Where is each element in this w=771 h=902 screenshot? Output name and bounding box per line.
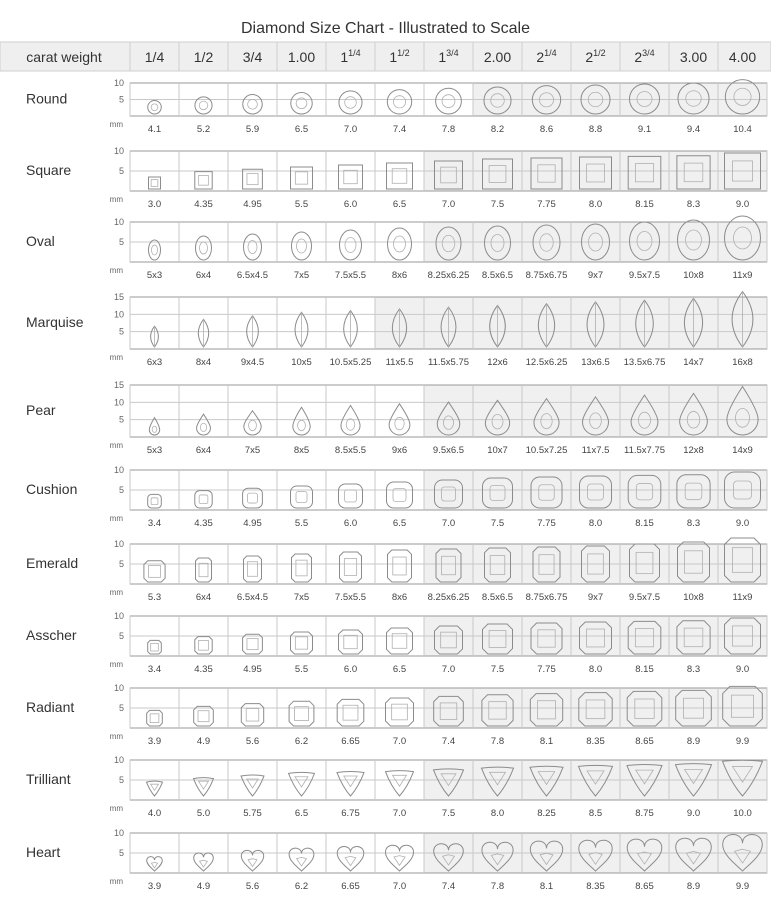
carat-weight-fraction: 3/4	[446, 48, 459, 58]
size-label: 11x9	[732, 592, 753, 603]
shape-row-trilliant	[26, 755, 767, 819]
size-label: 3.4	[147, 518, 162, 529]
size-label: 8.35	[586, 881, 605, 892]
size-label: 4.35	[194, 518, 213, 529]
size-label: 8.8	[588, 124, 603, 135]
size-label: 9.0	[735, 199, 750, 210]
y-tick-label: 10	[113, 309, 124, 320]
size-label: 8.5x6.5	[481, 592, 514, 603]
size-label: 10x7	[487, 445, 508, 456]
size-label: 4.1	[147, 124, 162, 135]
y-tick-label: 10	[113, 755, 124, 765]
size-label: 8.9	[686, 736, 701, 747]
unit-label: mm	[109, 266, 123, 275]
size-label: 6.65	[341, 881, 360, 892]
y-tick-label: 5	[118, 775, 124, 785]
size-label: 8.25x6.25	[427, 270, 470, 281]
size-label: 8x4	[195, 357, 212, 368]
size-label: 6.5	[392, 664, 407, 675]
size-label: 3.4	[147, 664, 162, 675]
size-label: 8.3	[686, 664, 701, 675]
size-label: 6.5	[392, 518, 407, 529]
carat-weight-fraction: 1/2	[193, 49, 214, 65]
size-label: 7.0	[392, 736, 407, 747]
unit-label: mm	[109, 195, 123, 204]
y-tick-label: 10	[113, 611, 124, 621]
size-label: 9.5x6.5	[432, 445, 465, 456]
size-label: 5.9	[245, 124, 260, 135]
size-label: 8.15	[635, 664, 654, 675]
size-label: 12x6	[487, 357, 508, 368]
size-label: 5.5	[294, 199, 309, 210]
y-tick-label: 10	[113, 828, 124, 838]
size-label: 8.0	[588, 199, 603, 210]
y-tick-label: 5	[118, 848, 124, 858]
shape-name-label: Radiant	[26, 699, 75, 715]
size-label: 9x6	[391, 445, 408, 456]
carat-weight-whole: 1	[438, 49, 447, 65]
carat-weight-label	[288, 49, 315, 65]
size-label: 5.3	[147, 592, 162, 603]
size-label: 14x9	[732, 445, 753, 456]
y-tick-label: 10	[113, 146, 124, 156]
size-label: 3.9	[147, 736, 162, 747]
carat-weight-fraction: 1/4	[348, 48, 361, 58]
y-tick-label: 5	[118, 559, 124, 569]
unit-label: mm	[109, 441, 123, 450]
size-label: 5.5	[294, 518, 309, 529]
size-label: 4.95	[243, 664, 262, 675]
carat-weight-whole: 2	[536, 49, 545, 65]
size-label: 10.5x5.25	[329, 357, 372, 368]
carat-weight-label	[729, 49, 756, 65]
shape-name-label: Asscher	[26, 627, 77, 643]
size-label: 8.5	[588, 808, 603, 819]
shape-row-square	[26, 146, 767, 210]
size-label: 7x5	[293, 270, 310, 281]
size-label: 4.35	[194, 664, 213, 675]
unit-label: mm	[109, 353, 123, 362]
size-label: 4.9	[196, 881, 211, 892]
carat-weight-label	[243, 49, 263, 65]
carat-weight-whole: 1	[340, 49, 349, 65]
size-label: 6x4	[195, 445, 212, 456]
size-label: 9.1	[637, 124, 652, 135]
shape-row-emerald	[26, 538, 767, 603]
size-label: 5.75	[243, 808, 262, 819]
size-label: 6.0	[343, 199, 358, 210]
size-label: 8.5x5.5	[334, 445, 367, 456]
carat-weight-whole: 1	[389, 49, 398, 65]
size-label: 8.0	[588, 664, 603, 675]
size-label: 9.0	[735, 518, 750, 529]
shape-row-asscher	[26, 611, 767, 675]
size-label: 4.95	[243, 518, 262, 529]
y-tick-label: 5	[118, 326, 124, 337]
size-label: 9.0	[735, 664, 750, 675]
unit-label: mm	[109, 514, 123, 523]
y-tick-label: 5	[118, 94, 124, 105]
y-tick-label: 5	[118, 414, 124, 425]
shape-row-radiant	[26, 683, 767, 747]
size-label: 6x4	[195, 592, 212, 603]
size-label: 8.75	[635, 808, 654, 819]
size-label: 8.25x6.25	[427, 592, 470, 603]
size-label: 13.5x6.75	[623, 357, 666, 368]
size-label: 10.4	[733, 124, 752, 135]
size-label: 6.0	[343, 664, 358, 675]
size-label: 13x6.5	[581, 357, 610, 368]
size-label: 8.0	[490, 808, 505, 819]
size-label: 9.9	[735, 881, 750, 892]
size-label: 9x4.5	[240, 357, 265, 368]
size-label: 8.3	[686, 199, 701, 210]
size-label: 7.8	[441, 124, 456, 135]
size-label: 7.0	[441, 664, 456, 675]
size-label: 10x8	[683, 270, 704, 281]
unit-label: mm	[109, 877, 123, 886]
size-label: 8.0	[588, 518, 603, 529]
size-label: 7.0	[392, 808, 407, 819]
size-label: 4.0	[147, 808, 162, 819]
size-label: 10x8	[683, 592, 704, 603]
carat-weight-label	[484, 49, 511, 65]
shape-name-label: Cushion	[26, 481, 78, 497]
carat-weight-whole: 3.00	[679, 49, 708, 65]
size-label: 7.4	[441, 736, 456, 747]
carat-weight-fraction: 1/4	[544, 48, 557, 58]
size-label: 16x8	[732, 357, 753, 368]
y-tick-label: 5	[118, 703, 124, 713]
size-label: 8.65	[635, 736, 654, 747]
shape-row-cushion	[26, 465, 767, 529]
unit-label: mm	[109, 660, 123, 669]
size-label: 8.15	[635, 518, 654, 529]
size-label: 6.5	[294, 808, 309, 819]
y-tick-label: 10	[113, 217, 124, 227]
size-label: 7.0	[343, 124, 358, 135]
size-label: 7.8	[490, 881, 505, 892]
size-label: 11x9	[732, 270, 753, 281]
size-label: 8.2	[490, 124, 505, 135]
shape-row-pear	[26, 380, 767, 456]
size-label: 7.4	[441, 881, 456, 892]
size-label: 14x7	[683, 357, 704, 368]
size-label: 7.75	[537, 199, 556, 210]
y-tick-label: 10	[113, 78, 124, 88]
carat-weight-fraction: 1/2	[593, 48, 606, 58]
shape-name-label: Marquise	[26, 314, 84, 330]
carat-weight-fraction: 1/2	[397, 48, 410, 58]
size-label: 7.5x5.5	[334, 592, 367, 603]
size-label: 5.5	[294, 664, 309, 675]
carat-weight-label	[145, 49, 165, 65]
size-label: 8.1	[539, 881, 554, 892]
shape-name-label: Pear	[26, 402, 56, 418]
size-label: 12x8	[683, 445, 704, 456]
size-label: 4.35	[194, 199, 213, 210]
y-tick-label: 5	[118, 485, 124, 495]
size-label: 8.15	[635, 199, 654, 210]
size-label: 11.5x7.75	[623, 445, 666, 456]
size-label: 7.5	[490, 199, 505, 210]
carat-weight-fraction: 1/4	[144, 49, 165, 65]
carat-weight-whole: 2.00	[483, 49, 512, 65]
shape-row-round	[26, 78, 767, 135]
carat-weight-whole: 2	[634, 49, 643, 65]
carat-weight-whole: 2	[585, 49, 594, 65]
size-label: 11x5.5	[385, 357, 414, 368]
carat-weight-fraction: 3/4	[642, 48, 655, 58]
unit-label: mm	[109, 804, 123, 813]
shape-name-label: Round	[26, 90, 68, 107]
size-label: 9.5x7.5	[628, 592, 661, 603]
unit-label: mm	[109, 120, 123, 129]
shape-name-label: Emerald	[26, 555, 79, 571]
size-label: 7.0	[441, 199, 456, 210]
size-label: 9.9	[735, 736, 750, 747]
y-tick-label: 10	[113, 465, 124, 475]
size-label: 7.0	[392, 881, 407, 892]
size-label: 10.0	[733, 808, 752, 819]
header-band	[0, 42, 771, 71]
size-label: 9x7	[587, 270, 604, 281]
size-label: 3.9	[147, 881, 162, 892]
size-label: 11x7.5	[581, 445, 610, 456]
y-tick-label: 15	[113, 380, 124, 390]
size-label: 5.6	[245, 736, 260, 747]
size-label: 8x5	[293, 445, 310, 456]
size-label: 8.75x6.75	[525, 270, 568, 281]
size-label: 8x6	[391, 270, 408, 281]
size-label: 8.35	[586, 736, 605, 747]
carat-weight-label	[680, 49, 707, 65]
size-label: 7.5	[490, 518, 505, 529]
size-label: 4.95	[243, 199, 262, 210]
size-label: 8.9	[686, 881, 701, 892]
y-tick-label: 10	[113, 539, 124, 549]
size-label: 7.5x5.5	[334, 270, 367, 281]
size-label: 9x7	[587, 592, 604, 603]
unit-label: mm	[109, 732, 123, 741]
y-tick-label: 5	[118, 166, 124, 176]
size-label: 9.5x7.5	[628, 270, 661, 281]
carat-weight-fraction: 3/4	[242, 49, 263, 65]
size-label: 10.5x7.25	[525, 445, 568, 456]
size-label: 5x3	[146, 270, 163, 281]
size-label: 7x5	[244, 445, 261, 456]
size-label: 7.75	[537, 664, 556, 675]
size-label: 5.6	[245, 881, 260, 892]
size-label: 11.5x5.75	[427, 357, 470, 368]
size-label: 9.0	[686, 808, 701, 819]
size-label: 6.5	[392, 199, 407, 210]
size-label: 7.75	[537, 518, 556, 529]
y-tick-label: 10	[113, 397, 124, 408]
size-label: 6.65	[341, 736, 360, 747]
size-label: 8.1	[539, 736, 554, 747]
shape-name-label: Square	[26, 162, 72, 178]
shape-row-oval	[26, 216, 767, 281]
size-label: 5x3	[146, 445, 163, 456]
y-tick-label: 15	[113, 292, 124, 302]
size-label: 5.0	[196, 808, 211, 819]
size-label: 6.5x4.5	[236, 592, 269, 603]
size-label: 8.5x6.5	[481, 270, 514, 281]
size-label: 7.5	[490, 664, 505, 675]
size-label: 8.3	[686, 518, 701, 529]
y-tick-label: 5	[118, 237, 124, 247]
size-label: 4.9	[196, 736, 211, 747]
size-label: 10x5	[291, 357, 312, 368]
size-label: 12.5x6.25	[525, 357, 568, 368]
y-tick-label: 10	[113, 683, 124, 693]
size-label: 8x6	[391, 592, 408, 603]
size-label: 6x4	[195, 270, 212, 281]
carat-weight-whole: 4.00	[728, 49, 757, 65]
size-label: 7.0	[441, 518, 456, 529]
size-label: 6x3	[146, 357, 163, 368]
shape-name-label: Trilliant	[26, 771, 71, 787]
carat-weight-label	[194, 49, 214, 65]
shape-row-marquise	[26, 292, 767, 368]
size-label: 7.8	[490, 736, 505, 747]
size-label: 8.6	[539, 124, 554, 135]
carat-weight-whole: 1.00	[287, 49, 316, 65]
shape-name-label: Oval	[26, 233, 55, 249]
header-carat-weight-label: carat weight	[26, 49, 102, 65]
chart-title: Diamond Size Chart - Illustrated to Scale	[240, 20, 531, 37]
size-label: 6.5x4.5	[236, 270, 269, 281]
size-label: 7.4	[392, 124, 407, 135]
unit-label: mm	[109, 588, 123, 597]
size-label: 6.75	[341, 808, 360, 819]
y-tick-label: 5	[118, 631, 124, 641]
size-label: 5.2	[196, 124, 211, 135]
size-label: 8.75x6.75	[525, 592, 568, 603]
size-label: 7.5	[441, 808, 456, 819]
size-label: 6.5	[294, 124, 309, 135]
size-label: 6.2	[294, 736, 309, 747]
shape-row-heart	[26, 828, 767, 892]
plot-area-shaded	[424, 385, 767, 437]
size-label: 9.4	[686, 124, 701, 135]
shape-name-label: Heart	[26, 844, 61, 860]
size-label: 3.0	[147, 199, 162, 210]
size-label: 7x5	[293, 592, 310, 603]
size-label: 6.0	[343, 518, 358, 529]
size-label: 8.25	[537, 808, 556, 819]
size-label: 8.65	[635, 881, 654, 892]
size-label: 6.2	[294, 881, 309, 892]
